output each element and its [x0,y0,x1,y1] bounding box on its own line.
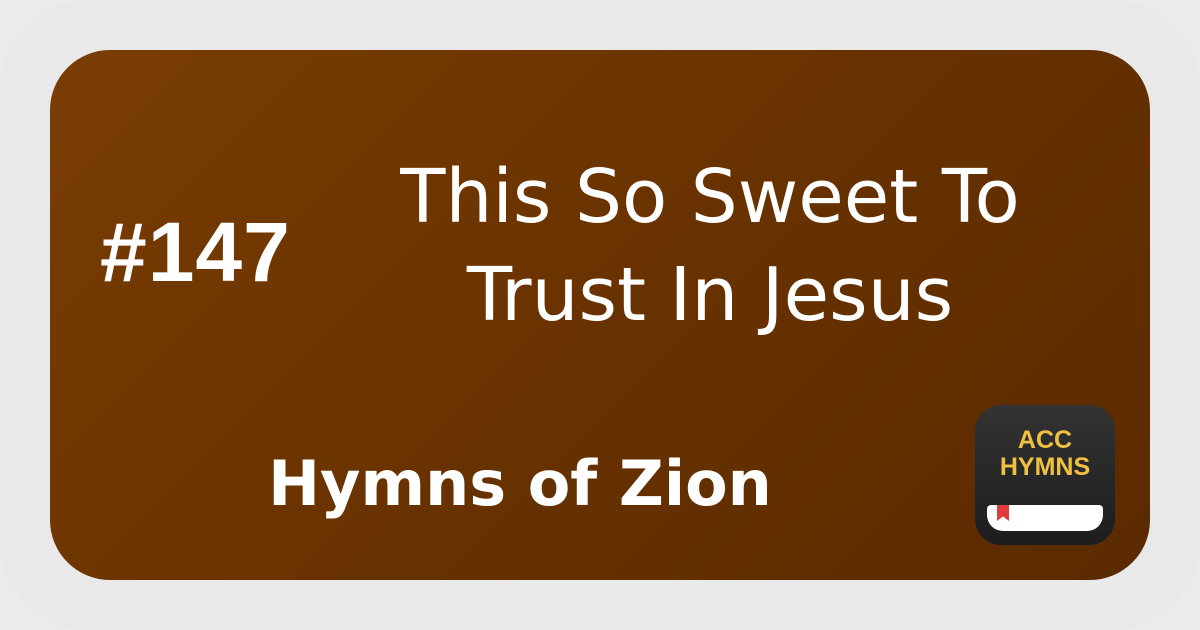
hymn-collection: Hymns of Zion [268,447,772,520]
hymn-title-line-1: This So Sweet To [400,154,1020,240]
app-icon-label [975,427,1115,481]
acc-hymns-app-icon [975,405,1115,545]
hymn-card [50,50,1150,580]
hymn-title [350,148,1070,344]
app-icon-label-line-2: HYMNS [999,453,1091,481]
hymn-number: #147 [100,205,291,299]
bookmark-ribbon-icon [997,505,1009,521]
app-icon-label-line-1: ACC [1017,426,1073,454]
hymn-title-line-2: Trust In Jesus [466,252,954,338]
book-icon [987,505,1103,531]
